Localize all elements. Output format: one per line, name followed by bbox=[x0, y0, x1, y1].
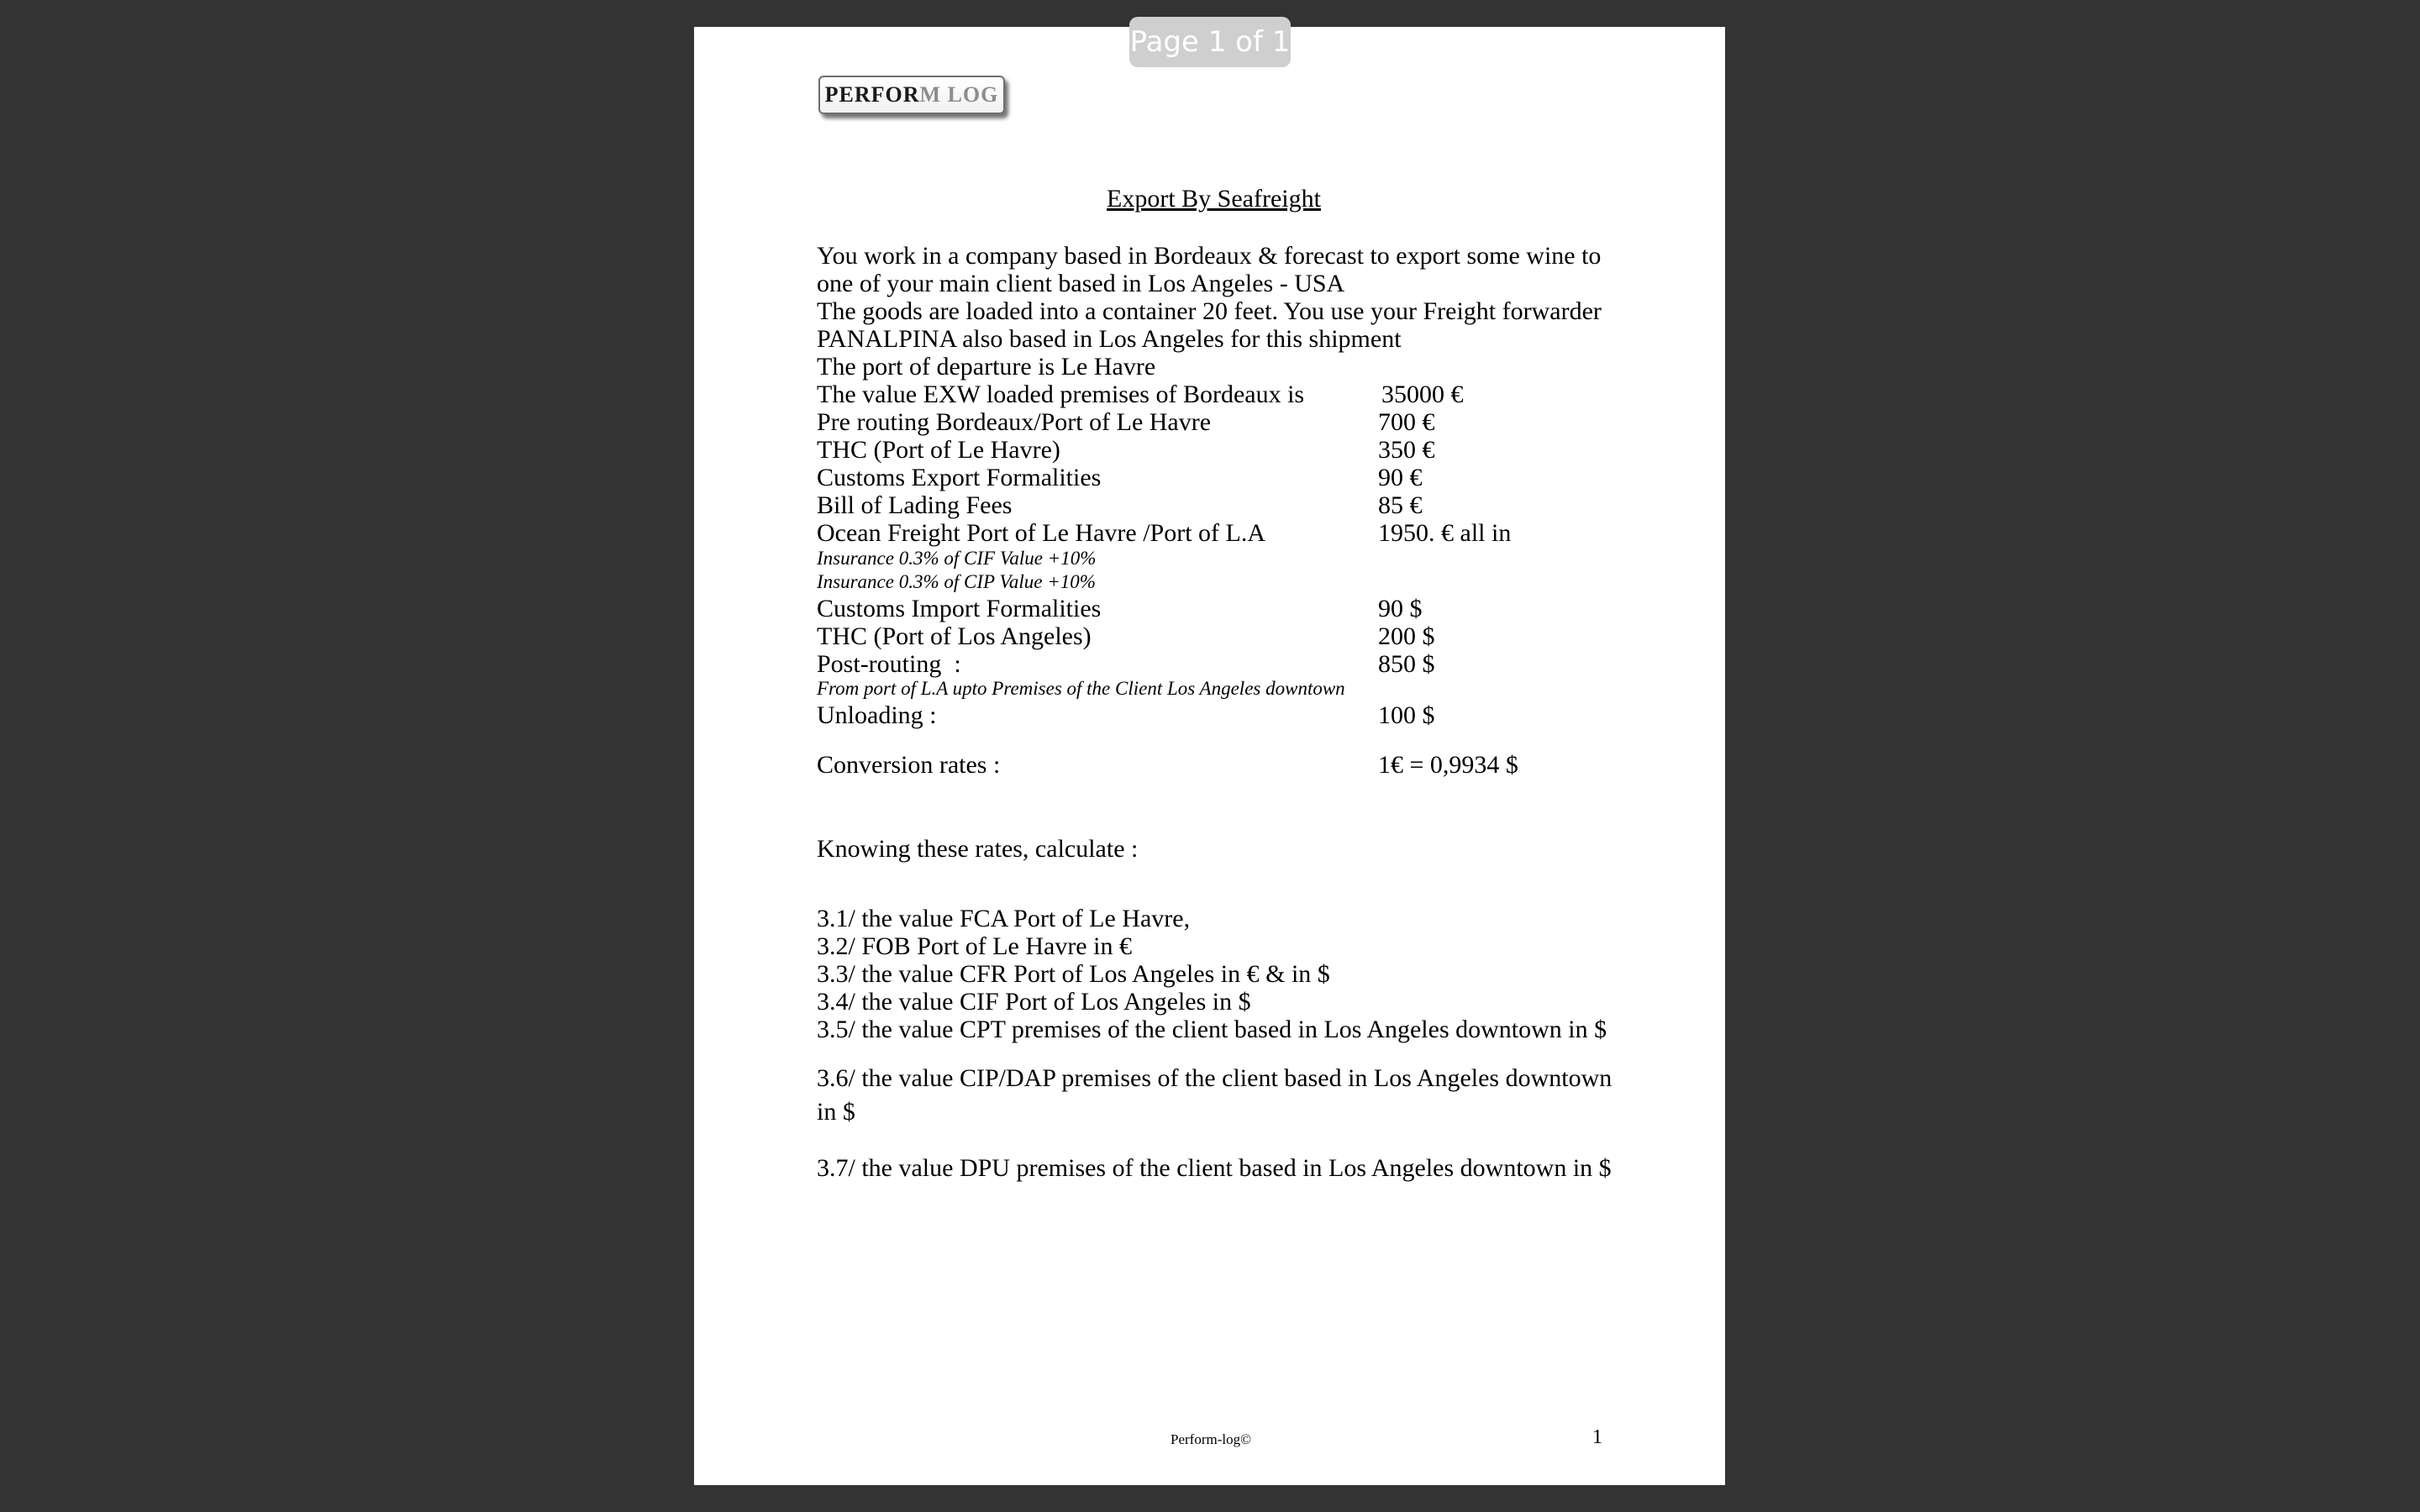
intro-paragraph bbox=[817, 242, 1602, 381]
question-3-6-line1: 3.6/ the value CIP/DAP premises of the client based in Los Angeles downtown bbox=[817, 1064, 1612, 1092]
cost-label-unloading: Unloading : bbox=[817, 701, 937, 729]
question-3-4: 3.4/ the value CIF Port of Los Angeles in $ bbox=[817, 988, 1251, 1016]
cost-value-thc-los-angeles: 200 $ bbox=[1378, 622, 1435, 650]
question-3-6 bbox=[817, 1062, 1612, 1129]
conversion-value: 1€ = 0,9934 $ bbox=[1378, 751, 1518, 779]
cost-value-customs-export: 90 € bbox=[1378, 464, 1423, 491]
cost-label-bill-of-lading: Bill of Lading Fees bbox=[817, 491, 1013, 519]
intro-line: The goods are loaded into a container 20 feet. You use your Freight forwarder bbox=[817, 297, 1602, 325]
question-3-7: 3.7/ the value DPU premises of the client based in Los Angeles downtown in $ bbox=[817, 1154, 1612, 1182]
perform-log-logo bbox=[818, 76, 1005, 114]
document-page bbox=[694, 27, 1725, 1485]
cost-label-thc-le-havre: THC (Port of Le Havre) bbox=[817, 436, 1060, 464]
cost-value-thc-le-havre: 350 € bbox=[1378, 436, 1435, 464]
footer-page-number: 1 bbox=[1592, 1426, 1602, 1448]
conversion-label: Conversion rates : bbox=[817, 751, 1001, 779]
logo-text-part3: LOG bbox=[941, 82, 999, 107]
question-3-2: 3.2/ FOB Port of Le Havre in € bbox=[817, 932, 1132, 960]
knowing-heading: Knowing these rates, calculate : bbox=[817, 835, 1139, 863]
cost-value-unloading: 100 $ bbox=[1378, 701, 1435, 729]
cost-label-ocean-freight: Ocean Freight Port of Le Havre /Port of L.A bbox=[817, 519, 1266, 547]
logo-text-part2: M bbox=[919, 82, 942, 107]
document-title: Export By Seafreight bbox=[1107, 185, 1321, 213]
intro-line: one of your main client based in Los Angeles - USA bbox=[817, 270, 1345, 297]
intro-line: The port of departure is Le Havre bbox=[817, 353, 1156, 381]
cost-label-customs-export: Customs Export Formalities bbox=[817, 464, 1102, 491]
logo-text-part1: PERFOR bbox=[824, 82, 920, 107]
cost-label-exw: The value EXW loaded premises of Bordeaux is bbox=[817, 381, 1305, 408]
insurance-cif-note: Insurance 0.3% of CIF Value +10% bbox=[817, 548, 1097, 569]
cost-label-post-routing: Post-routing : bbox=[817, 650, 961, 678]
cost-label-customs-import: Customs Import Formalities bbox=[817, 595, 1102, 622]
post-routing-note: From port of L.A upto Premises of the Client Los Angeles downtown bbox=[817, 678, 1345, 699]
cost-value-customs-import: 90 $ bbox=[1378, 595, 1423, 622]
cost-value-prerouting: 700 € bbox=[1378, 408, 1435, 436]
insurance-cip-note: Insurance 0.3% of CIP Value +10% bbox=[817, 571, 1096, 592]
page-indicator: Page 1 of 1 bbox=[1129, 17, 1291, 67]
question-3-5: 3.5/ the value CPT premises of the client based in Los Angeles downtown in $ bbox=[817, 1016, 1607, 1043]
footer-copyright: Perform-log© bbox=[1171, 1431, 1252, 1447]
question-3-3: 3.3/ the value CFR Port of Los Angeles in € & in $ bbox=[817, 960, 1330, 988]
question-3-6-line2: in $ bbox=[817, 1098, 855, 1126]
cost-value-exw: 35000 € bbox=[1381, 381, 1464, 408]
cost-label-thc-los-angeles: THC (Port of Los Angeles) bbox=[817, 622, 1092, 650]
cost-value-post-routing: 850 $ bbox=[1378, 650, 1435, 678]
intro-line: You work in a company based in Bordeaux & forecast to export some wine to bbox=[817, 242, 1602, 270]
question-3-1: 3.1/ the value FCA Port of Le Havre, bbox=[817, 905, 1191, 932]
cost-label-prerouting: Pre routing Bordeaux/Port of Le Havre bbox=[817, 408, 1212, 436]
cost-value-bill-of-lading: 85 € bbox=[1378, 491, 1423, 519]
cost-value-ocean-freight: 1950. € all in bbox=[1378, 519, 1512, 547]
intro-line: PANALPINA also based in Los Angeles for this shipment bbox=[817, 325, 1402, 353]
